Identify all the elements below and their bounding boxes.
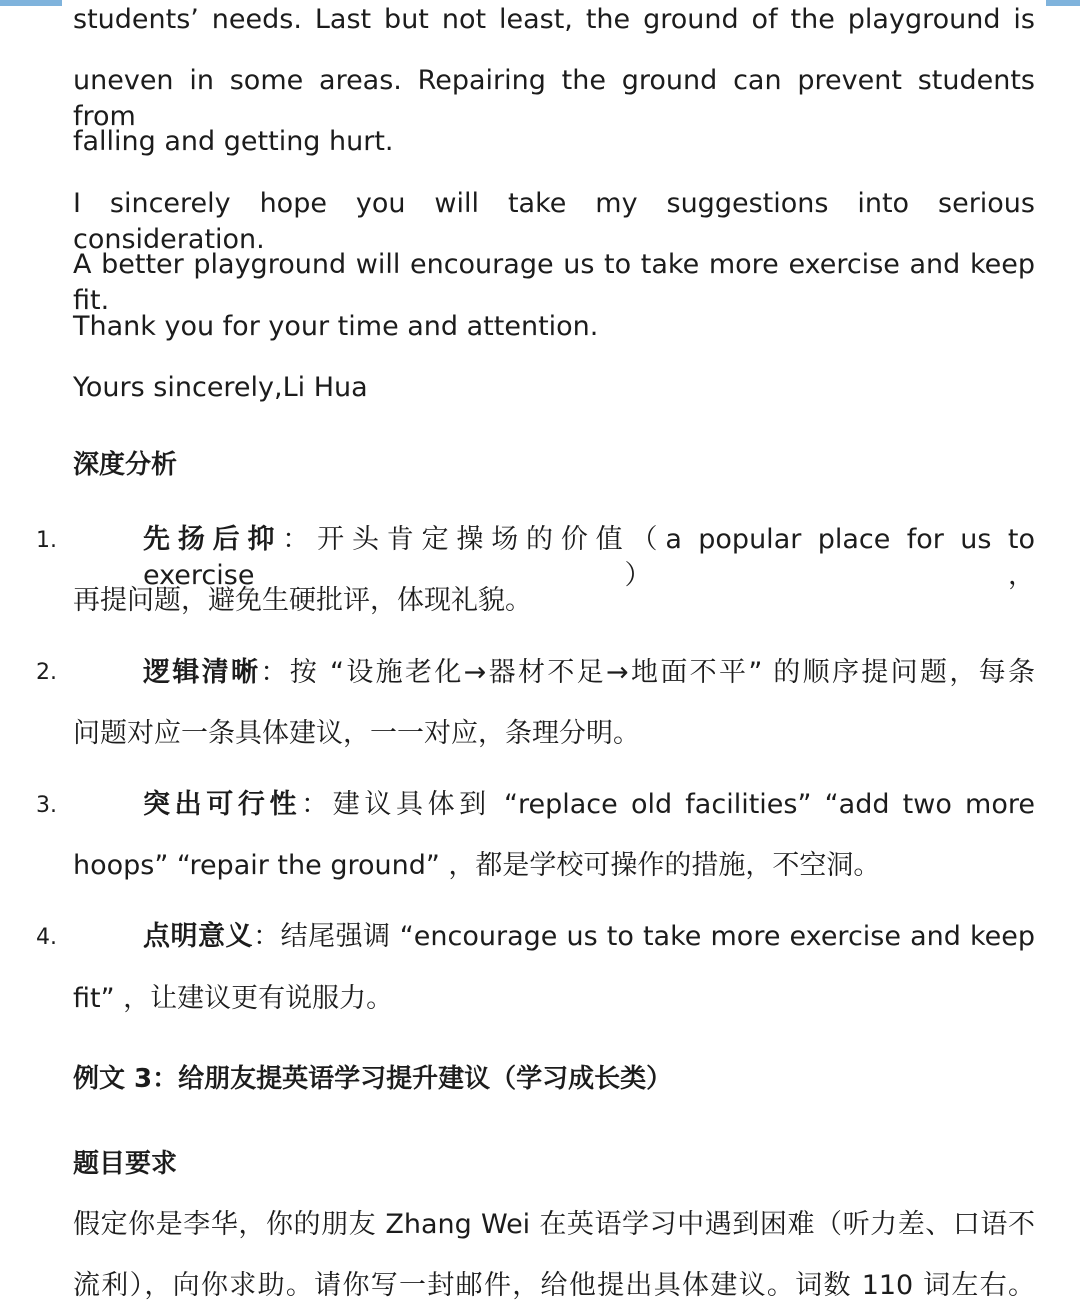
task-heading: 题目要求 bbox=[73, 1149, 178, 1179]
letter-line-2: uneven in some areas. Repairing the ground can prevent students from bbox=[73, 65, 1035, 132]
analysis-item-2-number: 2. bbox=[36, 660, 57, 685]
analysis-item-1-term: 先扬后抑 bbox=[143, 524, 283, 555]
analysis-item-2-line-1 bbox=[143, 655, 1035, 691]
analysis-item-3-term: 突出可行性 bbox=[143, 789, 302, 820]
analysis-item-3-number: 3. bbox=[36, 793, 57, 818]
analysis-item-3-text: ：建议具体到 “replace old facilities” “add two more bbox=[301, 789, 1035, 820]
analysis-item-3-line-2: hoops” “repair the ground” ，都是学校可操作的措施，不空洞。 bbox=[73, 850, 881, 881]
analysis-item-1-number: 1. bbox=[36, 528, 57, 553]
letter-line-7: Yours sincerely,Li Hua bbox=[73, 372, 368, 403]
top-edge-tab-right bbox=[1046, 0, 1080, 6]
letter-line-6: Thank you for your time and attention. bbox=[73, 311, 599, 342]
example-3-heading: 例文 3：给朋友提英语学习提升建议（学习成长类） bbox=[73, 1064, 673, 1094]
letter-line-5: A better playground will encourage us to take more exercise and keep fit. bbox=[73, 249, 1035, 316]
analysis-item-2-line-2: 问题对应一条具体建议，一一对应，条理分明。 bbox=[73, 718, 640, 749]
analysis-item-2-text: ：按 “设施老化→器材不足→地面不平” 的顺序提问题，每条 bbox=[260, 657, 1036, 688]
analysis-item-4-text: ：结尾强调 “encourage us to take more exercise and keep bbox=[253, 921, 1035, 952]
letter-line-3: falling and getting hurt. bbox=[73, 126, 394, 157]
analysis-item-2-term: 逻辑清晰 bbox=[143, 657, 261, 688]
analysis-item-4-line-1 bbox=[143, 919, 1035, 955]
task-line-1: 假定你是李华，你的朋友 Zhang Wei 在英语学习中遇到困难（听力差、口语不 bbox=[73, 1209, 1035, 1240]
letter-line-4: I sincerely hope you will take my suggestions into serious consideration. bbox=[73, 188, 1035, 255]
analysis-item-3-line-1 bbox=[143, 787, 1035, 823]
top-edge-tab-left bbox=[0, 0, 62, 6]
analysis-item-4-term: 点明意义 bbox=[143, 921, 254, 952]
task-line-2: 流利），向你求助。请你写一封邮件，给他提出具体建议。词数 110 词左右。 bbox=[73, 1270, 1035, 1301]
analysis-item-4-line-2: fit” ，让建议更有说服力。 bbox=[73, 983, 394, 1014]
analysis-item-1-text: ：开头肯定操场的价值（a popular place for us to exercise）， bbox=[143, 524, 1035, 591]
letter-line-1: students’ needs. Last but not least, the ground of the playground is bbox=[73, 4, 1035, 35]
analysis-item-4-number: 4. bbox=[36, 925, 57, 950]
analysis-heading: 深度分析 bbox=[73, 450, 178, 480]
analysis-item-1-line-2: 再提问题，避免生硬批评，体现礼貌。 bbox=[73, 585, 532, 616]
